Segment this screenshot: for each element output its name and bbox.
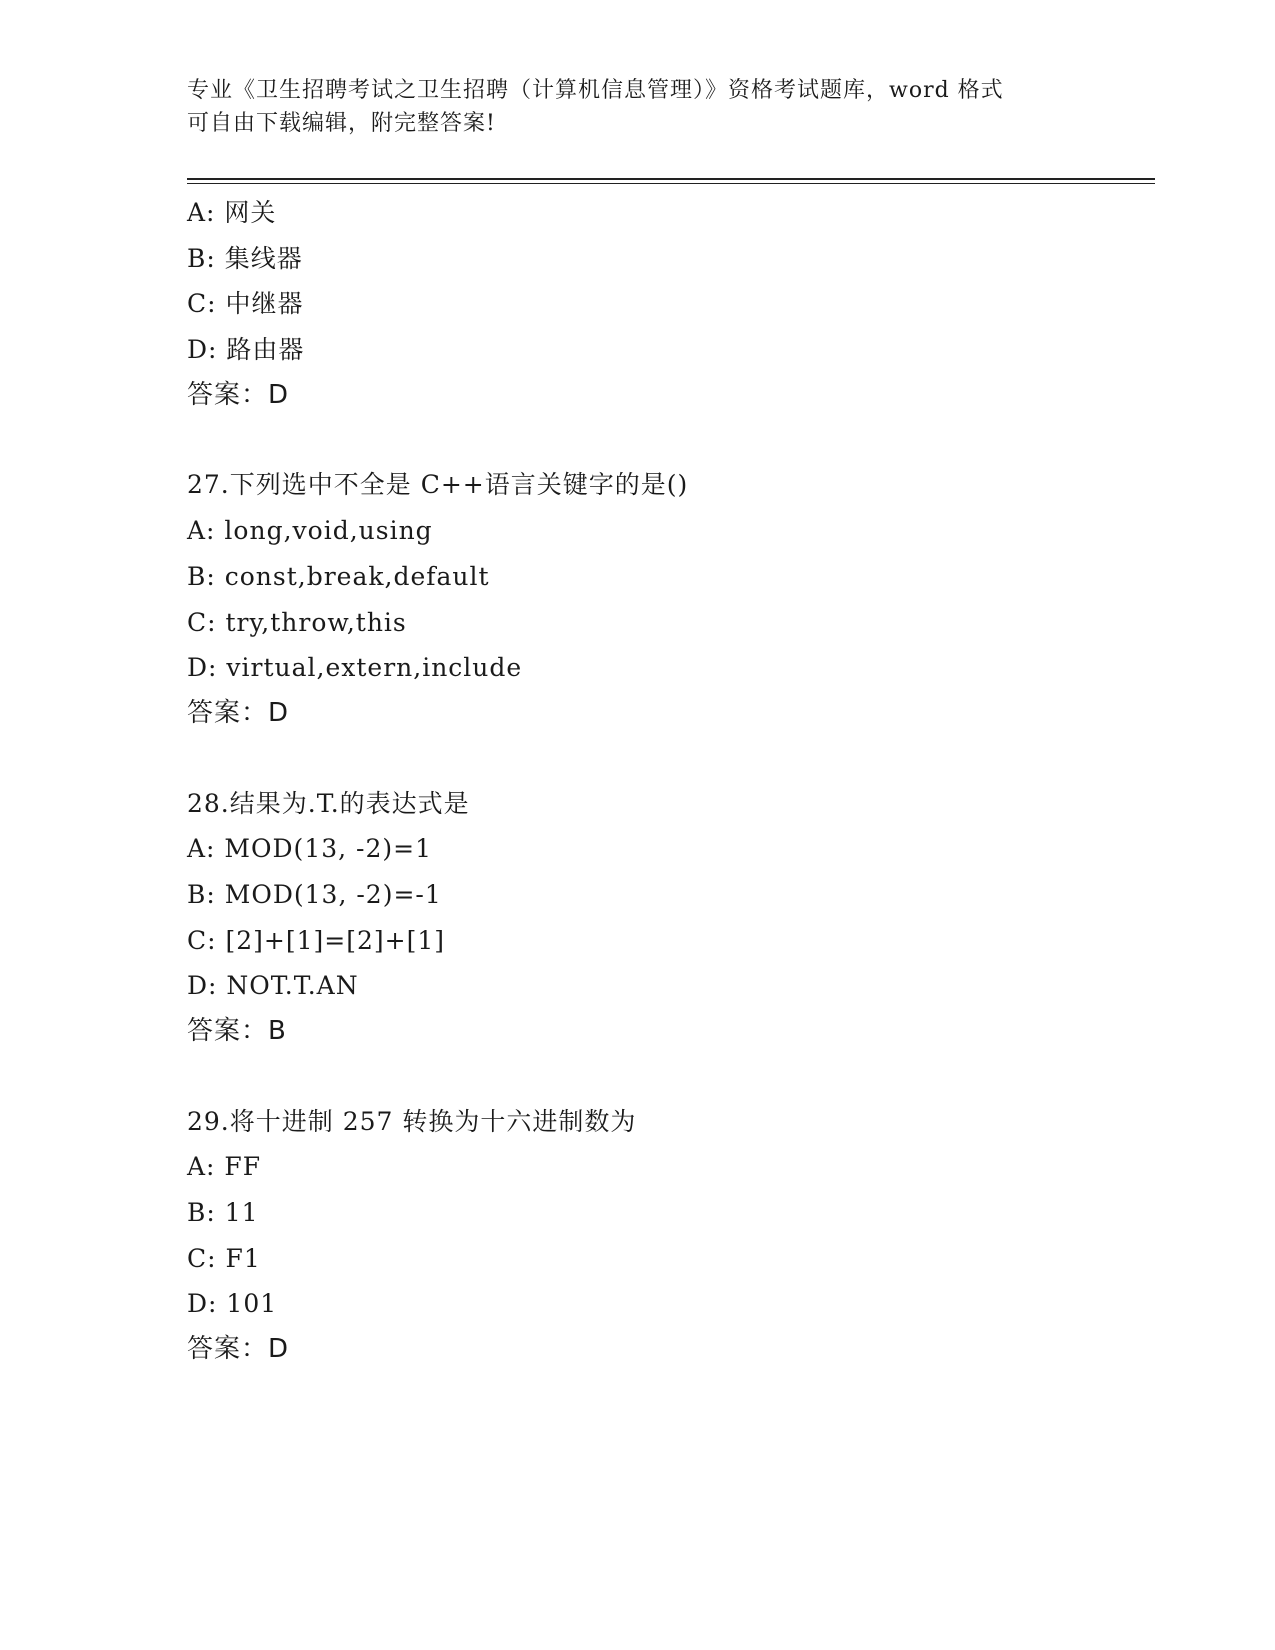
answer-label: 答案：D [187, 1334, 290, 1365]
answer-label: 答案：D [187, 697, 290, 728]
question-text: 27.下列选中不全是 C++语言关键字的是() [187, 470, 689, 500]
option-c: C: 中继器 [187, 289, 304, 319]
option-b: B: 集线器 [187, 243, 303, 273]
question-28 [187, 781, 1155, 1055]
header-rule-thick [187, 178, 1155, 180]
question-text: 29.将十进制 257 转换为十六进制数为 [187, 1106, 637, 1136]
option-d: D: 路由器 [187, 335, 305, 365]
option-c: C: [2]+[1]=[2]+[1] [187, 925, 445, 955]
option-c: C: F1 [187, 1243, 261, 1273]
option-c: C: try,throw,this [187, 607, 407, 637]
option-b: B: MOD(13, -2)=-1 [187, 879, 442, 909]
option-b: B: const,break,default [187, 561, 490, 591]
option-a: A: MOD(13, -2)=1 [187, 834, 432, 864]
header-line-2: 可自由下载编辑，附完整答案! [187, 111, 496, 136]
question-29 [187, 1099, 1155, 1373]
option-d: D: virtual,extern,include [187, 653, 523, 683]
spacer [187, 1055, 1155, 1099]
option-a: A: 网关 [187, 198, 277, 227]
question-26 [187, 190, 1155, 418]
header-rule-thin [187, 183, 1155, 184]
spacer [187, 418, 1155, 462]
header-line-1: 专业《卫生招聘考试之卫生招聘（计算机信息管理）》资格考试题库，word 格式 [187, 78, 1004, 103]
question-list [187, 190, 1155, 1373]
option-b: B: 11 [187, 1198, 259, 1228]
option-a: A: long,void,using [187, 516, 433, 546]
answer-label: 答案：B [187, 1016, 287, 1046]
question-27 [187, 462, 1155, 736]
question-text: 28.结果为.T.的表达式是 [187, 788, 470, 818]
option-d: D: NOT.T.AN [187, 971, 359, 1001]
spacer [187, 737, 1155, 781]
answer-label: 答案：D [187, 379, 290, 410]
option-a: A: FF [187, 1152, 262, 1182]
option-d: D: 101 [187, 1289, 278, 1319]
document-header [187, 74, 1087, 140]
